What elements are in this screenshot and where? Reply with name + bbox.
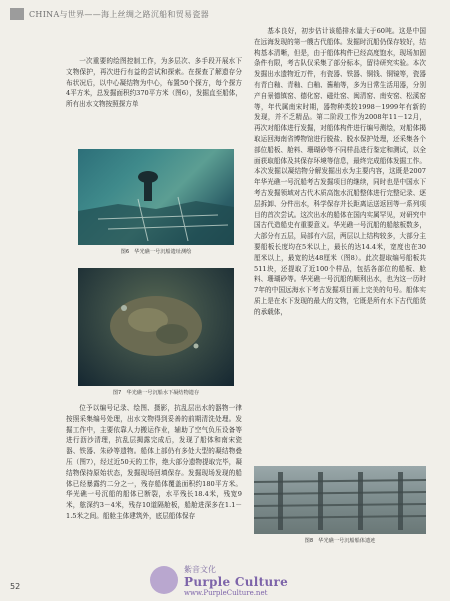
watermark — [150, 563, 305, 597]
paragraph: 基本良好，初步估计该船排水量大于60吨。这是中国在远海发现的第一艘古代船体。发掘时沉船仍保存较好，结构基本清晰，但是，由于船体构件已经高度饱水，现场加固条件有限，考古队仅采集了部分标本，留待研究实验。本次发掘出水遗物近万件，有瓷器、铁器、铜钱、铜镜等，瓷器有青白釉、青釉、白釉、酱釉等，多为日常生活用器，分别产自景德镇窑、德化窑、磁灶窑、闽清窑、南安窑、松溪窑等，年代属南宋时期，器物种类较1998－1999年有新的发现，并不乏精品。第二阶段工作为2008年11－12月，再次对船体进行发掘，对船体构件进行编号测绘，对船体揭取运回海南省博物馆进行脱盐、脱水保护处理，还采集各个部位船板、舱料、珊瑚砂等不同样品进行鉴定和测试，以全面获取船体及其保存环境等信息，最终完成船体发掘工作。本次发掘以凝结物分解发掘出水为主要内容，这既是2007年华光礁一号沉船考古发掘项目的继续，同时也是中国水下考古发掘领域对古代木质高饱水沉船整体进行完整记录、逐层拆卸、分件出水，科学保存并长距离运送返回等一系列项目的首次尝试。这次出水的船体在国内实属罕见，对研究中国古代造船史有重要意义。华光礁一号沉船的船舷板数多，大部分有五层，局部有六层，两层以上结构较多，大部分主要船板长度均在5米以上，最长的达14.4米，宽度也在30厘米以上，最宽的达48厘米（图8）。此次提取编号船板共511块，还提取了近100个样品，包括各部位的船板、舱料、珊瑚砂等。华光礁一号沉船的顺利出水，也为这一历时7年的中国远海水下考古发掘项目画上完美的句号。船体实质上是在水下发现的最大的文物，它既是所有水下古代船货的承载体， — [254, 27, 426, 316]
figure-7-caption: 图7 华光礁一号沉船水下凝结物遗存 — [112, 390, 200, 396]
watermark-text — [184, 564, 288, 597]
figure-8-photo — [254, 466, 426, 534]
column-right — [254, 26, 426, 458]
watermark-url: www.PurpleCulture.net — [184, 588, 268, 597]
figure-6 — [78, 149, 234, 255]
watermark-chinese: 紫音文化 — [184, 564, 216, 574]
figure-8-caption: 图8 华光礁一号沉船船体遗迹 — [304, 538, 376, 544]
paragraph: 一次重要的绘图控制工作，为多层次、多手段开展水下文物保护，再次进行有益的尝试和探索。在探查了解遗存分布状况后，以中心凝结物为中心，布置50个探方，每个探方4平方米，总发掘面积约370平方米（图6），发掘直至船体，所有出水文物按照探方单 — [66, 57, 242, 109]
watermark-brand: Purple Culture — [184, 574, 289, 589]
paragraph: 位予以编号记录、绘图、摄影，抗乱层出水的器物一律按照采集编号处理，出水文物得到妥善的前期清洗处理。发掘工作中，主要依靠人力搬运作业，辅助了空气负压设备等进行沥沙清理，抗乱层揭露完成后，发现了船体和南宋瓷器、铁器、朱砂等遗物。船体上部仍有多处大型的凝结物叠压（图7），经过近50天的工作，绝大部分遗物提取完毕，凝结物保持原始状态，发掘现场回填保存。发掘现场发现的船体已经暴露约二分之一，残存船体覆盖面积约180平方米。华光礁一号沉船的船体已断裂，水平残长18.4米，残宽9米，舷深约3－4米，残存10道隔舱板，船舱进深多在1.1－1.5米之间。船舱主体建筑外，底层船体保存 — [66, 404, 242, 520]
purple-culture-logo-icon — [150, 566, 178, 594]
running-header-title: CHINA与世界——海上丝绸之路沉船和贸易瓷器 — [29, 9, 209, 19]
header-mark — [10, 8, 24, 20]
figure-7 — [78, 268, 234, 396]
column-left-top — [66, 56, 242, 148]
page-number: 52 — [10, 582, 21, 591]
figure-8 — [254, 466, 426, 544]
running-header — [10, 6, 440, 22]
column-left-bottom — [66, 403, 242, 565]
figure-6-photo — [78, 149, 234, 245]
figure-7-photo — [78, 268, 234, 386]
figure-6-caption: 图6 华光礁一号沉船遗址测绘 — [120, 249, 192, 255]
